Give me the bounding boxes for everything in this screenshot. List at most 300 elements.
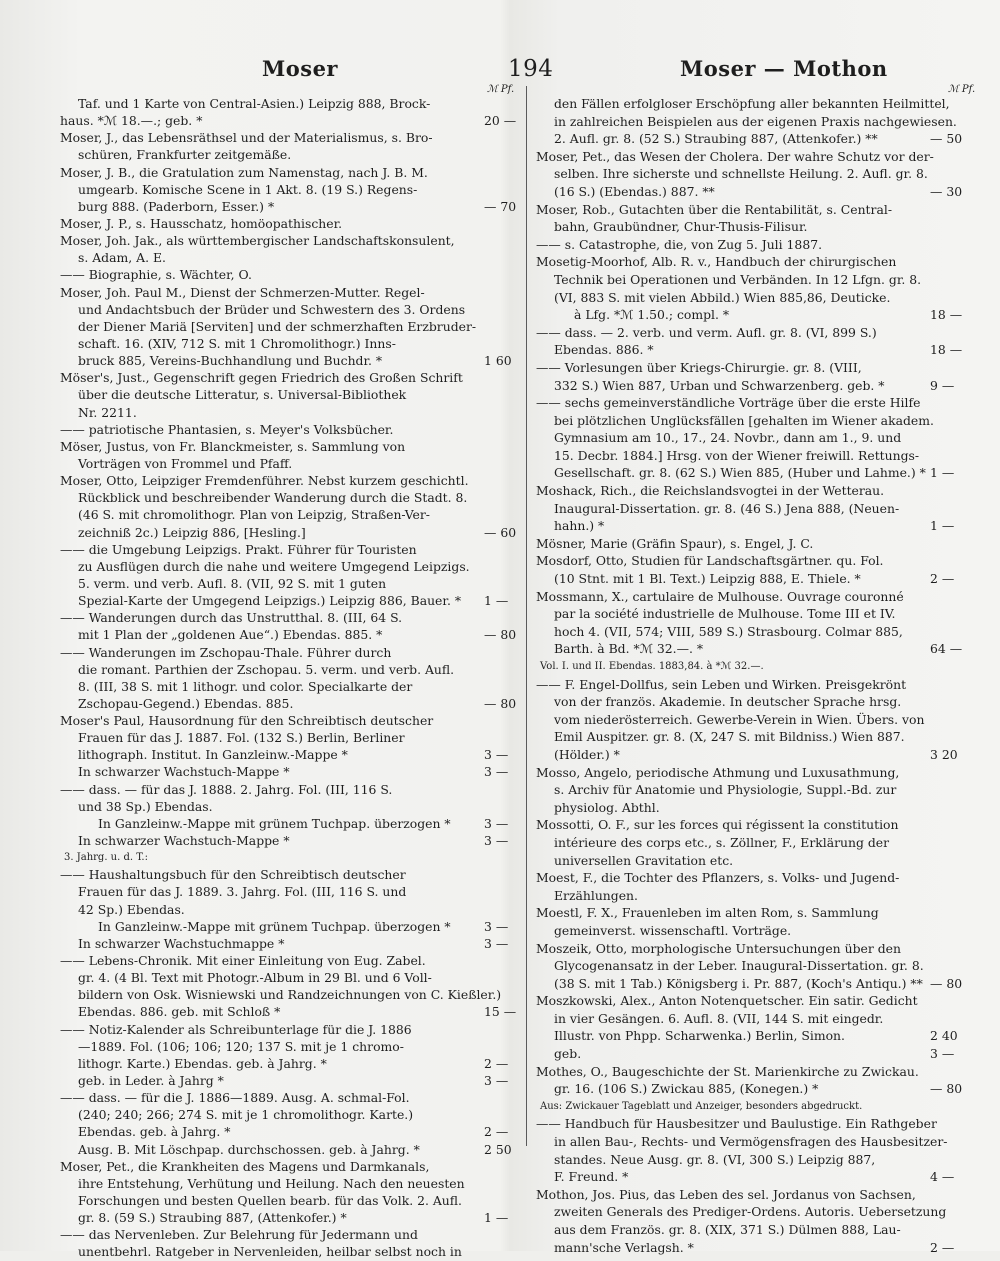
catalog-line-text: (46 S. mit chromolithogr. Plan von Leipzig, Straßen-Ver-: [78, 507, 430, 523]
catalog-line-text: bruck 885, Vereins-Buchhandlung und Buchdr. *: [78, 353, 383, 369]
running-head-left: Moser: [262, 56, 338, 81]
catalog-line: [536, 517, 976, 535]
catalog-line: [60, 763, 524, 780]
catalog-line-text: selben. Ihre sicherste und schnellste Heilung. 2. Aufl. gr. 8.: [554, 166, 928, 182]
price-value: 2 —: [930, 1239, 955, 1255]
catalog-line: [536, 887, 976, 905]
catalog-line: [536, 816, 976, 834]
catalog-line-text: gemeinverst. wissenschaftl. Vorträge.: [554, 922, 792, 938]
catalog-line: [536, 148, 976, 166]
catalog-line-text: in zahlreichen Beispielen aus der eigenen Praxis nachgewiesen.: [554, 113, 957, 129]
catalog-line: [60, 284, 524, 301]
catalog-line: [536, 834, 976, 852]
catalog-line: [536, 1080, 976, 1098]
price-value: — 30: [930, 183, 963, 199]
catalog-line: [60, 575, 524, 592]
catalog-line: [536, 1239, 976, 1257]
catalog-line-text: Mossotti, O. F., sur les forces qui régissent la constitution: [536, 817, 899, 833]
catalog-line: [60, 1226, 524, 1243]
catalog-line-text: —— Notiz-Kalender als Schreibunterlage für die J. 1886: [60, 1021, 412, 1037]
catalog-line-text: Mosdorf, Otto, Studien für Landschaftsgärtner. qu. Fol.: [536, 553, 884, 569]
catalog-line: [60, 1192, 524, 1209]
price-value: 3 —: [484, 764, 509, 780]
catalog-line-text: intérieure des corps etc., s. Zöllner, F., Erklärung der: [554, 834, 890, 850]
catalog-line: [60, 404, 524, 421]
catalog-line-text: Ausg. B. Mit Löschpap. durchschossen. geb. à Jahrg. *: [78, 1141, 420, 1157]
catalog-line-text: unentbehrl. Ratgeber in Nervenleiden, heilbar selbst noch in: [78, 1244, 462, 1260]
catalog-line: [536, 852, 976, 870]
catalog-line-text: Moser, J. B., die Gratulation zum Namenstag, nach J. B. M.: [60, 164, 428, 180]
catalog-line: [60, 1003, 524, 1020]
catalog-line-text: (16 S.) (Ebendas.) 887. **: [554, 183, 715, 199]
catalog-line-text: —— F. Engel-Dollfus, sein Leben und Wirken. Preisgekrönt: [536, 676, 907, 692]
catalog-line-text: —— Wanderungen im Zschopau-Thale. Führer durch: [60, 644, 392, 660]
catalog-line: [60, 1243, 524, 1260]
catalog-line-text: mann'sche Verlagsh. *: [554, 1239, 694, 1255]
price-value: 3 —: [484, 747, 509, 763]
catalog-line-text: (10 Stnt. mit 1 Bl. Text.) Leipzig 888, E. Thiele. *: [554, 571, 861, 587]
catalog-line-text: Erzählungen.: [554, 887, 638, 903]
catalog-line: [536, 359, 976, 377]
catalog-line: [60, 129, 524, 146]
catalog-line-text: aus dem Französ. gr. 8. (XIX, 371 S.) Dülmen 888, Lau-: [554, 1222, 901, 1237]
catalog-line: [60, 661, 524, 678]
catalog-line: [536, 429, 976, 447]
price-column-header-right: ℳ Pf.: [948, 84, 976, 95]
catalog-line-text: Barth. à Bd. *ℳ 32.—. *: [554, 641, 704, 657]
price-value: 20 —: [484, 113, 517, 129]
catalog-line: [536, 253, 976, 271]
catalog-line-text: —— Wanderungen durch das Unstrutthal. 8. (III, 64 S.: [60, 610, 403, 626]
catalog-line-text: standes. Neue Ausg. gr. 8. (VI, 300 S.) Leipzig 887,: [554, 1151, 876, 1167]
catalog-line: [536, 869, 976, 887]
catalog-line: [536, 728, 976, 746]
catalog-line-text: Vol. I. und II. Ebendas. 1883,84. à *ℳ 32.—.: [540, 661, 764, 672]
catalog-line-text: umgearb. Komische Scene in 1 Akt. 8. (19 S.) Regens-: [78, 181, 418, 197]
catalog-line: [536, 552, 976, 570]
catalog-line: [536, 781, 976, 799]
price-column-header-left: ℳ Pf.: [487, 84, 515, 95]
catalog-line-text: schaft. 16. (XIV, 712 S. mit 1 Chromolithogr.) Inns-: [78, 335, 396, 351]
catalog-line-text: hahn.) *: [554, 518, 605, 534]
page-number: 194: [508, 56, 554, 82]
catalog-line: [60, 215, 524, 232]
catalog-line: [536, 1045, 976, 1063]
catalog-line: [60, 729, 524, 746]
catalog-line-text: zweiten Generals des Prediger-Ordens. Autoris. Uebersetzung: [554, 1204, 947, 1220]
catalog-line-text: Vorträgen von Frommel und Pfaff.: [78, 455, 293, 471]
catalog-line-text: (240; 240; 266; 274 S. mit je 1 chromolithogr. Karte.): [78, 1107, 414, 1123]
catalog-line-text: Gesellschaft. gr. 8. (62 S.) Wien 885, (Huber und Lahme.) *: [554, 465, 926, 481]
catalog-line-text: gr. 16. (106 S.) Zwickau 885, (Konegen.) *: [554, 1081, 819, 1097]
catalog-line-text: Mothes, O., Baugeschichte der St. Marienkirche zu Zwickau.: [536, 1063, 919, 1079]
catalog-line-text: Gymnasium am 10., 17., 24. Novbr., dann am 1., 9. und: [554, 430, 902, 446]
catalog-line: [60, 438, 524, 455]
catalog-line: [536, 676, 976, 694]
catalog-line-text: à Lfg. *ℳ 1.50.; compl. *: [574, 307, 730, 323]
price-value: 3 —: [484, 815, 509, 831]
price-value: — 80: [930, 1081, 963, 1097]
catalog-line-text: Moser, Rob., Gutachten über die Rentabilität, s. Central-: [536, 201, 892, 217]
catalog-line-text: die romant. Parthien der Zschopau. 5. verm. und verb. Aufl.: [78, 661, 455, 677]
price-value: 1 —: [930, 465, 955, 481]
catalog-line: [60, 798, 524, 815]
catalog-line: [536, 271, 976, 289]
catalog-line: [536, 306, 976, 324]
catalog-line-text: 5. verm. und verb. Aufl. 8. (VII, 92 S. mit 1 guten: [78, 575, 387, 591]
catalog-line-text: In schwarzer Wachstuch-Mappe *: [78, 764, 290, 780]
catalog-line: [536, 746, 976, 764]
catalog-line: [536, 975, 976, 993]
left-column: [60, 95, 524, 1261]
running-head-right: Moser — Mothon: [680, 56, 888, 81]
catalog-line: [60, 472, 524, 489]
catalog-line-text: Emil Auspitzer. gr. 8. (X, 247 S. mit Bildniss.) Wien 887.: [554, 729, 905, 745]
catalog-line: [536, 1168, 976, 1186]
catalog-line-text: —— dass. — 2. verb. und verm. Aufl. gr. 8. (VI, 899 S.): [536, 324, 877, 340]
catalog-line-text: Mosso, Angelo, periodische Athmung und Luxusathmung,: [536, 764, 900, 780]
catalog-line-text: —— sechs gemeinverständliche Vorträge über die erste Hilfe: [536, 395, 921, 411]
price-value: 3 —: [484, 1073, 509, 1089]
catalog-line-text: gr. 8. (59 S.) Straubing 887, (Attenkofer.) *: [78, 1210, 347, 1226]
catalog-line-text: In Ganzleinw.-Mappe mit grünem Tuchpap. überzogen *: [98, 815, 451, 831]
catalog-line: [536, 605, 976, 623]
catalog-line-text: (Hölder.) *: [554, 746, 620, 762]
catalog-line-text: Mossmann, X., cartulaire de Mulhouse. Ouvrage couronné: [536, 588, 904, 604]
catalog-line-text: —— das Nervenleben. Zur Belehrung für Jedermann und: [60, 1227, 418, 1243]
catalog-line-text: Frauen für das J. 1887. Fol. (132 S.) Berlin, Berliner: [78, 730, 405, 746]
catalog-line: [536, 218, 976, 236]
catalog-line: [536, 447, 976, 465]
catalog-line-text: der Diener Mariä [Serviten] und der schmerzhaften Erzbruder-: [78, 318, 477, 334]
catalog-line: [60, 524, 524, 541]
catalog-line: [60, 695, 524, 712]
column-divider: [526, 86, 527, 1146]
catalog-line: [536, 570, 976, 588]
catalog-line: [60, 335, 524, 352]
catalog-line: [536, 500, 976, 518]
catalog-line: [60, 489, 524, 506]
catalog-line: [536, 535, 976, 553]
price-value: 2 —: [930, 571, 955, 587]
catalog-line-text: in allen Bau-, Rechts- und Vermögensfragen des Hausbesitzer-: [554, 1134, 948, 1150]
catalog-line: [536, 165, 976, 183]
price-value: — 80: [484, 627, 517, 643]
catalog-line: [536, 1133, 976, 1151]
catalog-line-text: 42 Sp.) Ebendas.: [78, 901, 185, 917]
catalog-line: [536, 658, 976, 676]
catalog-line-text: Nr. 2211.: [78, 404, 137, 420]
catalog-line: [60, 1055, 524, 1072]
catalog-line: [60, 849, 524, 866]
catalog-line: [60, 1072, 524, 1089]
catalog-line: [60, 952, 524, 969]
catalog-line-text: lithograph. Institut. In Ganzleinw.-Mappe *: [78, 747, 348, 763]
catalog-line: [60, 146, 524, 163]
price-value: 3 —: [930, 1046, 955, 1062]
catalog-line-text: s. Archiv für Anatomie und Physiologie, Suppl.-Bd. zur: [554, 782, 897, 798]
catalog-line-text: Moser, Pet., das Wesen der Cholera. Der wahre Schutz vor der-: [536, 148, 934, 164]
catalog-line: [60, 541, 524, 558]
catalog-line-text: —— Lebens-Chronik. Mit einer Einleitung von Eug. Zabel.: [60, 953, 426, 969]
catalog-line: [536, 1027, 976, 1045]
catalog-line: [60, 421, 524, 438]
catalog-line-text: —— Haushaltungsbuch für den Schreibtisch deutscher: [60, 867, 406, 883]
catalog-line-text: Aus: Zwickauer Tageblatt und Anzeiger, besonders abgedruckt.: [540, 1100, 863, 1112]
catalog-line-text: in vier Gesängen. 6. Aufl. 8. (VII, 144 S. mit eingedr.: [554, 1010, 884, 1026]
catalog-line: [536, 623, 976, 641]
price-value: 3 —: [484, 918, 509, 934]
catalog-line: [60, 455, 524, 472]
catalog-line: [60, 1089, 524, 1106]
price-value: 3 —: [484, 833, 509, 849]
price-value: 4 —: [930, 1169, 955, 1185]
price-value: — 80: [484, 695, 517, 711]
price-value: 18 —: [930, 342, 963, 358]
catalog-line: [536, 588, 976, 606]
catalog-line: [536, 640, 976, 658]
catalog-line-text: burg 888. (Paderborn, Esser.) *: [78, 198, 275, 214]
catalog-line-text: Forschungen und besten Quellen bearb. für das Volk. 2. Aufl.: [78, 1193, 462, 1208]
catalog-line-text: Moser, Joh. Paul M., Dienst der Schmerzen-Mutter. Regel-: [60, 284, 425, 300]
catalog-line-text: Moser, Pet., die Krankheiten des Magens und Darmkanals,: [60, 1158, 430, 1174]
catalog-line-text: s. Adam, A. E.: [78, 250, 166, 266]
catalog-line: [60, 1141, 524, 1158]
catalog-line: [60, 369, 524, 386]
catalog-line-text: Moestl, F. X., Frauenleben im alten Rom, s. Sammlung: [536, 905, 879, 921]
catalog-line: [536, 236, 976, 254]
catalog-line-text: In Ganzleinw.-Mappe mit grünem Tuchpap. überzogen *: [98, 918, 451, 934]
catalog-line: [536, 289, 976, 307]
catalog-line: [60, 386, 524, 403]
catalog-line-text: Möser's, Just., Gegenschrift gegen Friedrich des Großen Schrift: [60, 370, 463, 386]
catalog-line: [60, 969, 524, 986]
catalog-line: [60, 112, 524, 129]
catalog-line: [536, 377, 976, 395]
catalog-line: [60, 181, 524, 198]
catalog-line: [536, 324, 976, 342]
catalog-line: [60, 609, 524, 626]
right-column: [536, 95, 976, 1256]
catalog-line: [536, 1010, 976, 1028]
catalog-line-text: geb. in Leder. à Jahrg *: [78, 1073, 224, 1089]
catalog-line: [536, 922, 976, 940]
catalog-line-text: hoch 4. (VII, 574; VIII, 589 S.) Strasbourg. Colmar 885,: [554, 623, 903, 639]
catalog-line: [536, 940, 976, 958]
catalog-line-text: Moszeik, Otto, morphologische Untersuchungen über den: [536, 940, 901, 956]
catalog-line: [536, 464, 976, 482]
catalog-line-text: bildern von Osk. Wisniewski und Randzeichnungen von C. Kießler.): [78, 987, 502, 1003]
catalog-line: [536, 394, 976, 412]
catalog-line-text: ihre Entstehung, Verhütung und Heilung. Nach den neuesten: [78, 1175, 465, 1191]
catalog-line-text: Technik bei Operationen und Verbänden. In 12 Lfgn. gr. 8.: [554, 271, 922, 287]
catalog-line: [60, 1038, 524, 1055]
catalog-line-text: Moser's Paul, Hausordnung für den Schreibtisch deutscher: [60, 713, 434, 729]
catalog-line: [60, 198, 524, 215]
catalog-line-text: —— die Umgebung Leipzigs. Prakt. Führer für Touristen: [60, 541, 417, 557]
price-value: 9 —: [930, 377, 955, 393]
catalog-line: [536, 95, 976, 113]
catalog-line: [60, 986, 524, 1003]
catalog-line-text: Moszkowski, Alex., Anton Notenquetscher. Ein satir. Gedicht: [536, 993, 918, 1009]
catalog-line-text: (VI, 883 S. mit vielen Abbild.) Wien 885,86, Deuticke.: [554, 289, 891, 305]
catalog-line: [60, 901, 524, 918]
catalog-line: [60, 558, 524, 575]
catalog-line-text: bahn, Graubündner, Chur-Thusis-Filisur.: [554, 219, 808, 235]
catalog-line-text: Moshack, Rich., die Reichslandsvogtei in der Wetterau.: [536, 483, 885, 499]
catalog-line: [60, 712, 524, 729]
catalog-line: [536, 711, 976, 729]
price-value: 15 —: [484, 1004, 517, 1020]
price-value: 1 —: [484, 1210, 509, 1226]
catalog-line: [60, 352, 524, 369]
catalog-line: [536, 482, 976, 500]
catalog-line: [536, 693, 976, 711]
catalog-line-text: bei plötzlichen Unglücksfällen [gehalten im Wiener akadem.: [554, 412, 934, 428]
catalog-line: [60, 935, 524, 952]
catalog-line-text: Moser, J., das Lebensräthsel und der Materialismus, s. Bro-: [60, 130, 433, 146]
catalog-line-text: lithogr. Karte.) Ebendas. geb. à Jahrg. *: [78, 1055, 327, 1071]
catalog-line: [60, 644, 524, 661]
catalog-line-text: 3. Jahrg. u. d. T.:: [64, 852, 148, 864]
catalog-line-text: geb.: [554, 1046, 582, 1062]
catalog-line-text: physiolog. Abthl.: [554, 799, 660, 815]
catalog-line-text: schüren, Frankfurter zeitgemäße.: [78, 147, 292, 163]
catalog-line-text: 8. (III, 38 S. mit 1 lithogr. und color. Specialkarte der: [78, 678, 413, 694]
catalog-line-text: haus. *ℳ 18.—.; geb. *: [60, 113, 203, 129]
catalog-line: [536, 1063, 976, 1081]
catalog-line-text: Zschopau-Gegend.) Ebendas. 885.: [78, 695, 294, 711]
catalog-line: [60, 1158, 524, 1175]
price-value: 2 —: [484, 1055, 509, 1071]
catalog-line: [536, 1186, 976, 1204]
catalog-line: [536, 183, 976, 201]
catalog-line: [60, 1123, 524, 1140]
catalog-line: [60, 1175, 524, 1192]
catalog-line-text: Möser, Justus, von Fr. Blanckmeister, s. Sammlung von: [60, 438, 406, 454]
catalog-line: [60, 506, 524, 523]
catalog-line: [60, 592, 524, 609]
catalog-line-text: —— patriotische Phantasien, s. Meyer's Volksbücher.: [60, 421, 394, 437]
catalog-line: [60, 866, 524, 883]
catalog-line: [536, 1203, 976, 1221]
catalog-line-text: über die deutsche Litteratur, s. Universal-Bibliothek: [78, 387, 407, 403]
catalog-line: [536, 799, 976, 817]
price-value: 1 —: [930, 518, 955, 534]
catalog-line-text: zu Ausflügen durch die nahe und weitere Umgegend Leipzigs.: [78, 558, 470, 574]
price-value: — 50: [930, 131, 963, 147]
catalog-line-text: —— Vorlesungen über Kriegs-Chirurgie. gr. 8. (VIII,: [536, 359, 862, 375]
price-value: — 60: [484, 524, 517, 540]
catalog-line: [536, 957, 976, 975]
price-value: 18 —: [930, 307, 963, 323]
catalog-line: [60, 301, 524, 318]
catalog-line-text: Rückblick und beschreibender Wanderung durch die Stadt. 8.: [78, 490, 468, 506]
price-value: — 70: [484, 198, 517, 214]
catalog-line-text: universellen Gravitation etc.: [554, 852, 734, 868]
catalog-line-text: Ebendas. 886. *: [554, 342, 654, 358]
price-value: 2 50: [484, 1141, 512, 1157]
catalog-line: [60, 678, 524, 695]
catalog-line-text: Moser, Otto, Leipziger Fremdenführer. Nebst kurzem geschichtl.: [60, 473, 469, 489]
catalog-line: [60, 249, 524, 266]
catalog-line-text: —— Biographie, s. Wächter, O.: [60, 267, 252, 283]
catalog-line: [60, 815, 524, 832]
catalog-line: [60, 883, 524, 900]
catalog-line-text: 332 S.) Wien 887, Urban und Schwarzenberg. geb. *: [554, 377, 885, 393]
catalog-line-text: (38 S. mit 1 Tab.) Königsberg i. Pr. 887, (Koch's Antiqu.) **: [554, 975, 923, 991]
price-value: 3 20: [930, 746, 958, 762]
catalog-line-text: Spezial-Karte der Umgegend Leipzigs.) Leipzig 886, Bauer. *: [78, 593, 462, 609]
catalog-line-text: Mosetig-Moorhof, Alb. R. v., Handbuch der chirurgischen: [536, 254, 897, 270]
catalog-line: [60, 95, 524, 112]
catalog-line: [60, 266, 524, 283]
catalog-line-text: Ebendas. geb. à Jahrg. *: [78, 1124, 231, 1140]
catalog-line: [60, 1209, 524, 1226]
catalog-line-text: Mothon, Jos. Pius, das Leben des sel. Jordanus von Sachsen,: [536, 1186, 916, 1202]
catalog-line-text: zeichniß 2c.) Leipzig 886, [Hesling.]: [78, 524, 306, 540]
catalog-line: [536, 201, 976, 219]
catalog-line: [536, 904, 976, 922]
price-value: — 80: [930, 975, 963, 991]
catalog-line: [536, 113, 976, 131]
catalog-line-text: und 38 Sp.) Ebendas.: [78, 798, 213, 814]
catalog-line: [536, 1115, 976, 1133]
price-value: 64 —: [930, 641, 963, 657]
catalog-line-text: gr. 4. (4 Bl. Text mit Photogr.-Album in 29 Bl. und 6 Voll-: [78, 970, 432, 986]
catalog-line: [60, 164, 524, 181]
catalog-line-text: Inaugural-Dissertation. gr. 8. (46 S.) Jena 888, (Neuen-: [554, 500, 900, 516]
price-value: 1 60: [484, 353, 512, 369]
catalog-line: [60, 918, 524, 935]
catalog-line: [536, 764, 976, 782]
catalog-line-text: —— dass. — für das J. 1888. 2. Jahrg. Fol. (III, 116 S.: [60, 781, 393, 797]
catalog-line-text: Glycogenansatz in der Leber. Inaugural-Dissertation. gr. 8.: [554, 958, 924, 974]
catalog-line-text: vom niederösterreich. Gewerbe-Verein in Wien. Übers. von: [554, 711, 925, 727]
catalog-line: [60, 1106, 524, 1123]
catalog-line-text: 15. Decbr. 1884.] Hrsg. von der Wiener freiwill. Rettungs-: [554, 447, 920, 463]
catalog-line: [536, 1221, 976, 1239]
catalog-line: [536, 992, 976, 1010]
catalog-line: [536, 1151, 976, 1169]
price-value: 3 —: [484, 935, 509, 951]
catalog-line: [536, 412, 976, 430]
catalog-line: [536, 341, 976, 359]
catalog-line: [60, 781, 524, 798]
catalog-line-text: —1889. Fol. (106; 106; 120; 137 S. mit je 1 chromo-: [78, 1038, 404, 1054]
catalog-line-text: par la société industrielle de Mulhouse. Tome III et IV.: [554, 606, 896, 622]
catalog-line-text: 2. Aufl. gr. 8. (52 S.) Straubing 887, (Attenkofer.) **: [554, 131, 878, 147]
catalog-line-text: von der französ. Akademie. In deutscher Sprache hrsg.: [554, 694, 902, 710]
catalog-line-text: —— Handbuch für Hausbesitzer und Baulustige. Ein Rathgeber: [536, 1116, 937, 1132]
catalog-line: [60, 318, 524, 335]
catalog-line: [60, 626, 524, 643]
catalog-line-text: Mösner, Marie (Gräfin Spaur), s. Engel, J. C.: [536, 535, 814, 551]
catalog-line-text: Frauen für das J. 1889. 3. Jahrg. Fol. (III, 116 S. und: [78, 884, 407, 900]
catalog-line: [60, 1021, 524, 1038]
price-value: 1 —: [484, 593, 509, 609]
catalog-line-text: den Fällen erfolgloser Erschöpfung aller bekannten Heilmittel,: [554, 96, 950, 111]
catalog-line-text: Ebendas. 886. geb. mit Schloß *: [78, 1004, 281, 1020]
catalog-line-text: mit 1 Plan der „goldenen Aue“.) Ebendas. 885. *: [78, 627, 383, 643]
catalog-line: [60, 232, 524, 249]
catalog-line-text: —— dass. — für die J. 1886—1889. Ausg. A. schmal-Fol.: [60, 1090, 410, 1106]
catalog-line-text: In schwarzer Wachstuchmappe *: [78, 935, 285, 951]
catalog-line-text: —— s. Catastrophe, die, von Zug 5. Juli 1887.: [536, 236, 823, 252]
price-value: 2 40: [930, 1028, 958, 1044]
catalog-line-text: Moest, F., die Tochter des Pflanzers, s. Volks- und Jugend-: [536, 870, 900, 886]
catalog-line-text: und Andachtsbuch der Brüder und Schwestern des 3. Ordens: [78, 301, 466, 317]
